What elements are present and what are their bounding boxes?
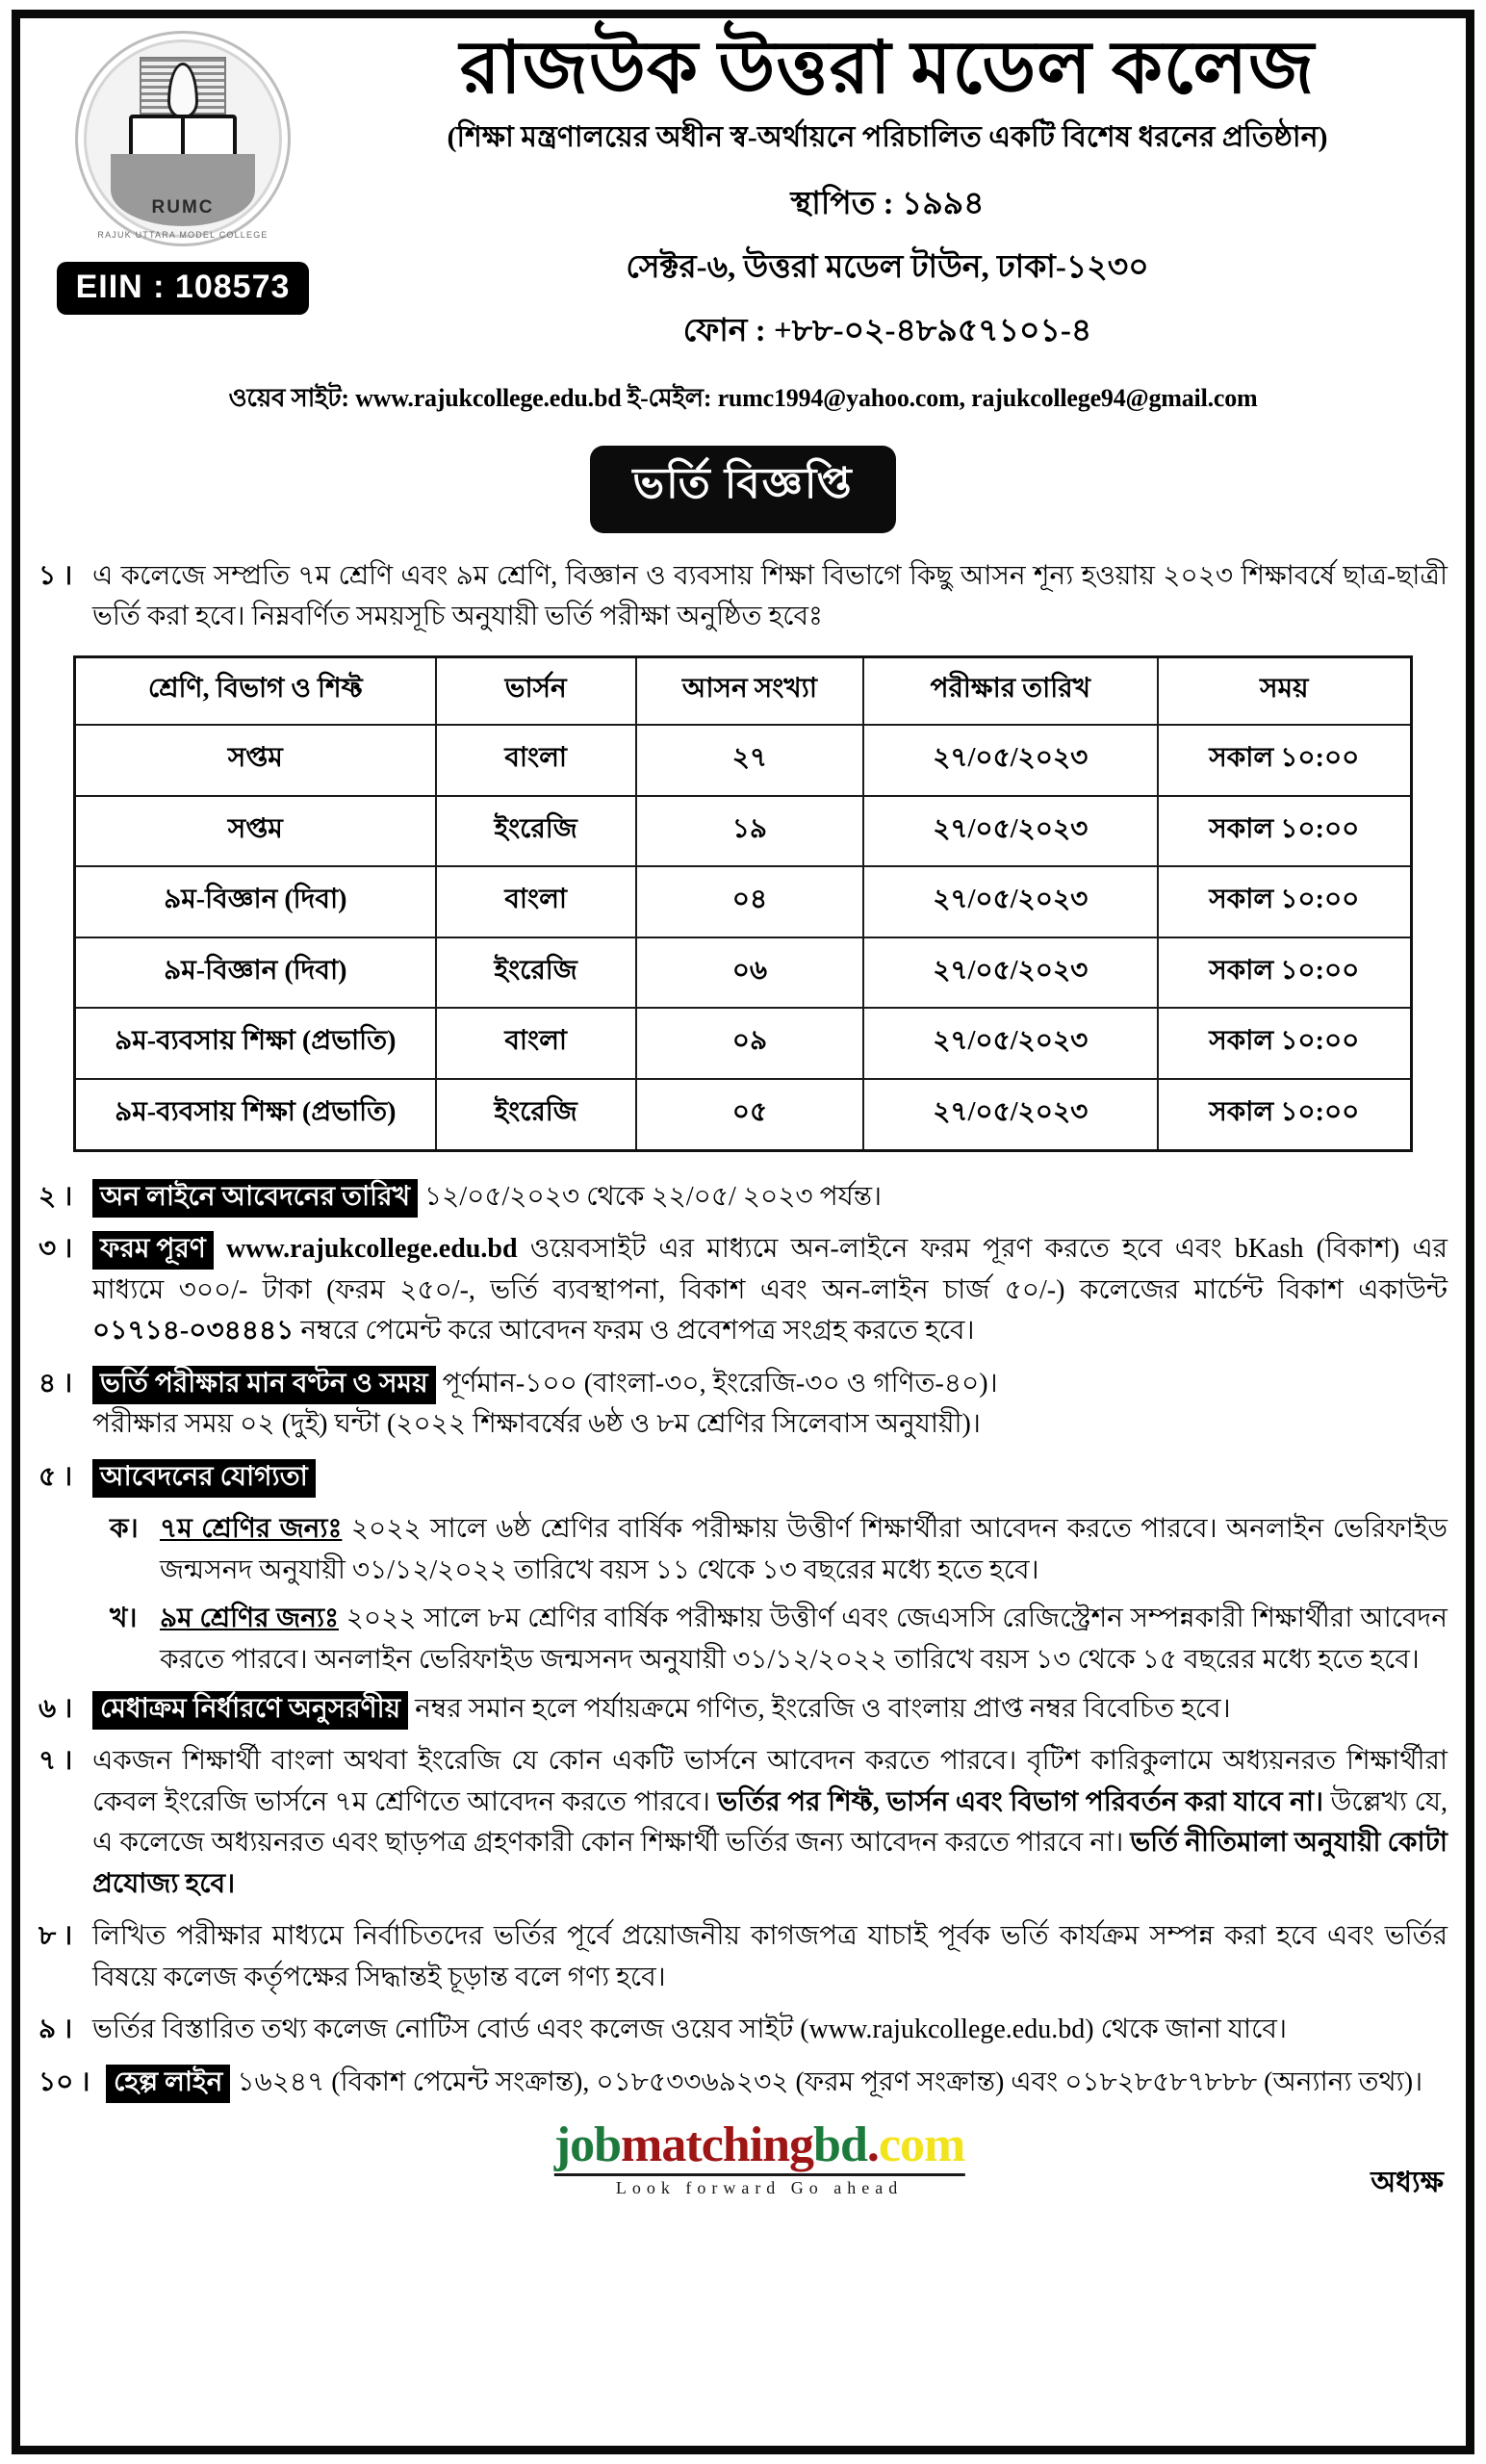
cell-class: ৯ম-ব্যবসায় শিক্ষা (প্রভাতি) bbox=[75, 1008, 436, 1079]
class-7-eligibility-body: ২০২২ সালে ৬ষ্ঠ শ্রেণির বার্ষিক পরীক্ষায় উত্তীর্ণ শিক্ষার্থীরা আবেদন করতে পারবে। অনলাইন ভেরিফাইড জন্মসনদ অনুযায়ী ৩১/১২/২০২২ তারিখে বয়স ১১ থেকে ১৩ বছরের মধ্যে হতে হবে। bbox=[160, 1514, 1448, 1585]
item-2-dates: ১২/০৫/২০২৩ থেকে ২২/০৫/ ২০২৩ পর্যন্ত। bbox=[423, 1181, 883, 1212]
table-row bbox=[75, 796, 1412, 867]
item-2-label: অন লাইনে আবেদনের তারিখ bbox=[92, 1179, 418, 1218]
cell-class: ৯ম-ব্যবসায় শিক্ষা (প্রভাতি) bbox=[75, 1079, 436, 1150]
item-9-number: ৯ । bbox=[38, 2015, 73, 2045]
cell-time: সকাল ১০:০০ bbox=[1158, 1079, 1412, 1150]
item-7-text-a: একজন শিক্ষার্থী বাংলা অথবা ইংরেজি যে কোন একটি ভার্সনে আবেদন করতে পারবে। বৃটিশ কারিকুলামে অধ্যয়নরত শিক্ষার্থীরা কেবল ইংরেজি ভার্সনে ৭ম শ্রেণিতে আবেদন করতে পারবে। bbox=[92, 1746, 1448, 1817]
cell-version: বাংলা bbox=[436, 725, 636, 796]
item-3-text bbox=[92, 1229, 1448, 1352]
cell-version: ইংরেজি bbox=[436, 1079, 636, 1150]
item-2-number: ২ । bbox=[38, 1181, 73, 1212]
cell-seats: ০৬ bbox=[636, 937, 863, 1009]
document-footer bbox=[38, 2115, 1448, 2230]
class-9-eligibility-body: ২০২২ সালে ৮ম শ্রেণির বার্ষিক পরীক্ষায় উত্তীর্ণ এবং জেএসসি রেজিস্ট্রেশন সম্পন্নকারী শিক্ষার্থীরা আবেদন করতে পারবে। অনলাইন ভেরিফাইড জন্মসনদ অনুযায়ী ৩১/১২/২০২২ তারিখে বয়স ১৩ থেকে ১৫ বছরের মধ্যে হতে হবে। bbox=[160, 1604, 1448, 1675]
item-6-number: ৬ । bbox=[38, 1693, 73, 1724]
table-row bbox=[75, 937, 1412, 1009]
logo-column bbox=[38, 31, 327, 315]
item-7-number: ৭ । bbox=[38, 1746, 73, 1777]
item-7-text-b: উল্লেখ্য যে, এ কলেজে অধ্যয়নরত এবং ছাড়পত্র গ্রহণকারী কোন শিক্ষার্থী ভর্তির জন্য আবেদন করতে পারবে না। bbox=[92, 1786, 1448, 1859]
eiin-badge: EIIN : 108573 bbox=[57, 262, 310, 315]
application-url[interactable]: www.rajukcollege.edu.bd bbox=[225, 1234, 518, 1265]
item-2-text bbox=[92, 1177, 1448, 1219]
item-10-number: ১০ । bbox=[38, 2066, 90, 2097]
cell-time: সকাল ১০:০০ bbox=[1158, 866, 1412, 937]
cell-time: সকাল ১০:০০ bbox=[1158, 796, 1412, 867]
item-10 bbox=[38, 2063, 1448, 2104]
cell-version: বাংলা bbox=[436, 866, 636, 937]
item-8-text: লিখিত পরীক্ষার মাধ্যমে নির্বাচিতদের ভর্তির পূর্বে প্রয়োজনীয় কাগজপত্র যাচাই পূর্বক ভর্তি কার্যক্রম সম্পন্ন করা হবে এবং ভর্তির বিষয়ে কলেজ কর্তৃপক্ষের সিদ্ধান্তই চূড়ান্ত বলে গণ্য হবে। bbox=[92, 1921, 1448, 1992]
helpline-numbers: ১৬২৪৭ (বিকাশ পেমেন্ট সংক্রান্ত), ০১৮৫৩৩৬৯২৩২ (ফরম পূরণ সংক্রান্ত) এবং ০১৮২৮৫৮৭৮৮৮ (অন্যান্য তথ্য)। bbox=[237, 2066, 1423, 2097]
col-version: ভার্সন bbox=[436, 656, 636, 725]
cell-date: ২৭/০৫/২০২৩ bbox=[863, 1079, 1158, 1150]
col-class-dept-shift: শ্রেণি, বিভাগ ও শিফ্ট bbox=[75, 656, 436, 725]
college-seal-icon bbox=[75, 31, 291, 246]
brand-tagline: Look forward Go ahead bbox=[615, 2178, 904, 2198]
class-7-eligibility-lead: ৭ম শ্রেণির জন্যঃ bbox=[160, 1514, 343, 1545]
notice-title-banner: ভর্তি বিজ্ঞপ্তি bbox=[590, 446, 895, 533]
item-5-sub-a-marker: ক। bbox=[110, 1514, 139, 1545]
document-header bbox=[38, 25, 1448, 359]
item-3-text-b: নম্বরে পেমেন্ট করে আবেদন ফরম ও প্রবেশপত্র সংগ্রহ করতে হবে। bbox=[294, 1316, 975, 1347]
item-10-label: হেল্প লাইন bbox=[106, 2065, 230, 2103]
item-6-label: মেধাক্রম নির্ধারণে অনুসরণীয় bbox=[92, 1691, 408, 1730]
cell-version: ইংরেজি bbox=[436, 937, 636, 1009]
cell-time: সকাল ১০:০০ bbox=[1158, 1008, 1412, 1079]
item-5-sub-b-marker: খ। bbox=[110, 1604, 138, 1634]
item-7-bold-b: ভর্তি নীতিমালা অনুযায়ী কোটা প্রযোজ্য হবে। bbox=[92, 1828, 1448, 1899]
item-5-sub-b bbox=[110, 1599, 1448, 1681]
website-email-line: ওয়েব সাইট: www.rajukcollege.edu.bd ই-মেইল: rumc1994@yahoo.com, rajukcollege94@gmail.com bbox=[228, 383, 1258, 412]
col-seat-count: আসন সংখ্যা bbox=[636, 656, 863, 725]
cell-seats: ২৭ bbox=[636, 725, 863, 796]
page-content bbox=[38, 25, 1448, 2443]
seal-ring-text: RAJUK UTTARA MODEL COLLEGE bbox=[97, 230, 269, 240]
item-4 bbox=[38, 1364, 1448, 1446]
brand-part-com: com bbox=[878, 2118, 965, 2173]
cell-class: ৯ম-বিজ্ঞান (দিবা) bbox=[75, 937, 436, 1009]
item-4-number: ৪ । bbox=[38, 1368, 73, 1399]
notice-body bbox=[38, 556, 1448, 2104]
item-5 bbox=[38, 1457, 1448, 1499]
item-2 bbox=[38, 1177, 1448, 1219]
item-4-text bbox=[92, 1364, 1448, 1446]
item-8 bbox=[38, 1916, 1448, 1998]
col-time: সময় bbox=[1158, 656, 1412, 725]
cell-class: সপ্তম bbox=[75, 796, 436, 867]
brand-part-matching: matching bbox=[621, 2118, 814, 2173]
item-3-text-a: ওয়েবসাইট এর মাধ্যমে অন-লাইনে ফরম পূরণ করতে হবে এবং bKash (বিকাশ) এর মাধ্যমে ৩০০/- টাকা (ফরম ২৫০/-, ভর্তি ব্যবস্থাপনা, বিকাশ এবং অন-লাইন চার্জ ৫০/-) কলেজের মার্চেন্ট বিকাশ একাউন্ট bbox=[92, 1234, 1448, 1305]
schedule-table-body bbox=[75, 725, 1412, 1150]
phone-line: ফোন : +৮৮-০২-৪৮৯৫৭১০১-৪ bbox=[682, 313, 1092, 348]
cell-date: ২৭/০৫/২০২৩ bbox=[863, 937, 1158, 1009]
schedule-table-wrapper bbox=[38, 655, 1448, 1152]
cell-class: ৯ম-বিজ্ঞান (দিবা) bbox=[75, 866, 436, 937]
seal-acronym: RUMC bbox=[151, 197, 215, 218]
brand-underline bbox=[554, 2173, 965, 2176]
table-row bbox=[75, 1079, 1412, 1150]
item-7-text bbox=[92, 1741, 1448, 1905]
schedule-table bbox=[73, 655, 1413, 1152]
item-9-text: ভর্তির বিস্তারিত তথ্য কলেজ নোটিস বোর্ড এবং কলেজ ওয়েব সাইট (www.rajukcollege.edu.bd) থেকে জানা যাবে। bbox=[92, 2015, 1287, 2045]
col-exam-date: পরীক্ষার তারিখ bbox=[863, 656, 1158, 725]
table-header-row bbox=[75, 656, 1412, 725]
class-9-eligibility-lead: ৯ম শ্রেণির জন্যঃ bbox=[160, 1604, 339, 1634]
item-3-number: ৩ । bbox=[38, 1234, 73, 1265]
table-row bbox=[75, 866, 1412, 937]
established-line: স্থাপিত : ১৯৯৪ bbox=[790, 186, 985, 221]
item-10-text bbox=[106, 2063, 1448, 2104]
brand-part-dot: . bbox=[866, 2118, 879, 2173]
bkash-merchant-account: ০১৭১৪-০৩৪৪৪১ bbox=[92, 1316, 295, 1347]
item-5-number: ৫ । bbox=[38, 1461, 73, 1492]
item-4-duration: পরীক্ষার সময় ০২ (দুই) ঘন্টা (২০২২ শিক্ষাবর্ষের ৬ষ্ঠ ও ৮ম শ্রেণির সিলেবাস অনুযায়ী)। bbox=[92, 1409, 981, 1440]
title-column bbox=[327, 25, 1448, 359]
cell-version: ইংরেজি bbox=[436, 796, 636, 867]
cell-seats: ০৫ bbox=[636, 1079, 863, 1150]
item-1-number: ১ । bbox=[38, 560, 73, 591]
item-5-label: আবেদনের যোগ্যতা bbox=[92, 1459, 316, 1498]
item-4-marks: পূর্ণমান-১০০ (বাংলা-৩০, ইংরেজি-৩০ ও গণিত-৪০)। bbox=[442, 1368, 998, 1399]
item-4-label: ভর্তি পরীক্ষার মান বণ্টন ও সময় bbox=[92, 1366, 436, 1404]
item-6-body: নম্বর সমান হলে পর্যায়ক্রমে গণিত, ইংরেজি ও বাংলায় প্রাপ্ত নম্বর বিবেচিত হবে। bbox=[415, 1693, 1231, 1724]
item-1 bbox=[38, 556, 1448, 638]
cell-version: বাংলা bbox=[436, 1008, 636, 1079]
cell-seats: ০৪ bbox=[636, 866, 863, 937]
cell-date: ২৭/০৫/২০২৩ bbox=[863, 796, 1158, 867]
item-5-text bbox=[92, 1457, 1448, 1499]
cell-class: সপ্তম bbox=[75, 725, 436, 796]
college-name: রাজউক উত্তরা মডেল কলেজ bbox=[459, 28, 1316, 109]
brand-part-job: job bbox=[553, 2118, 622, 2173]
cell-date: ২৭/০৫/২০২৩ bbox=[863, 1008, 1158, 1079]
jobmatchingbd-logo bbox=[554, 2120, 965, 2198]
cell-time: সকাল ১০:০০ bbox=[1158, 725, 1412, 796]
item-9 bbox=[38, 2010, 1448, 2051]
item-1-text: এ কলেজে সম্প্রতি ৭ম শ্রেণি এবং ৯ম শ্রেণি, বিজ্ঞান ও ব্যবসায় শিক্ষা বিভাগে কিছু আসন শূন্য হওয়ায় ২০২৩ শিক্ষাবর্ষে ছাত্র-ছাত্রী ভর্তি করা হবে। নিম্নবর্ণিত সময়সূচি অনুযায়ী ভর্তি পরীক্ষা অনুষ্ঠিত হবেঃ bbox=[92, 560, 1448, 632]
item-3-label: ফরম পূরণ bbox=[92, 1231, 214, 1270]
item-8-number: ৮ । bbox=[38, 1921, 73, 1952]
cell-seats: ১৯ bbox=[636, 796, 863, 867]
item-5-sub-b-text bbox=[160, 1599, 1448, 1681]
table-row bbox=[75, 725, 1412, 796]
item-6 bbox=[38, 1689, 1448, 1731]
item-3 bbox=[38, 1229, 1448, 1352]
cell-date: ২৭/০৫/২০২৩ bbox=[863, 866, 1158, 937]
cell-seats: ০৯ bbox=[636, 1008, 863, 1079]
principal-signature-label: অধ্যক্ষ bbox=[1371, 2167, 1444, 2199]
item-5-sub-a bbox=[110, 1509, 1448, 1591]
cell-date: ২৭/০৫/২০২৩ bbox=[863, 725, 1158, 796]
banner-wrapper bbox=[38, 446, 1448, 533]
table-row bbox=[75, 1008, 1412, 1079]
item-7-bold-a: ভর্তির পর শিফ্ট, ভার্সন এবং বিভাগ পরিবর্তন করা যাবে না। bbox=[717, 1786, 1324, 1817]
item-7 bbox=[38, 1741, 1448, 1905]
item-6-text bbox=[92, 1689, 1448, 1731]
item-5-sub-a-text bbox=[160, 1509, 1448, 1591]
college-subtitle: (শিক্ষা মন্ত্রণালয়ের অধীন স্ব-অর্থায়নে পরিচালিত একটি বিশেষ ধরনের প্রতিষ্ঠান) bbox=[447, 120, 1328, 153]
address-line: সেক্টর-৬, উত্তরা মডেল টাউন, ঢাকা-১২৩০ bbox=[626, 249, 1149, 285]
brand-part-bd: bd bbox=[813, 2118, 867, 2173]
cell-time: সকাল ১০:০০ bbox=[1158, 937, 1412, 1009]
brand-wordmark bbox=[553, 2118, 965, 2173]
